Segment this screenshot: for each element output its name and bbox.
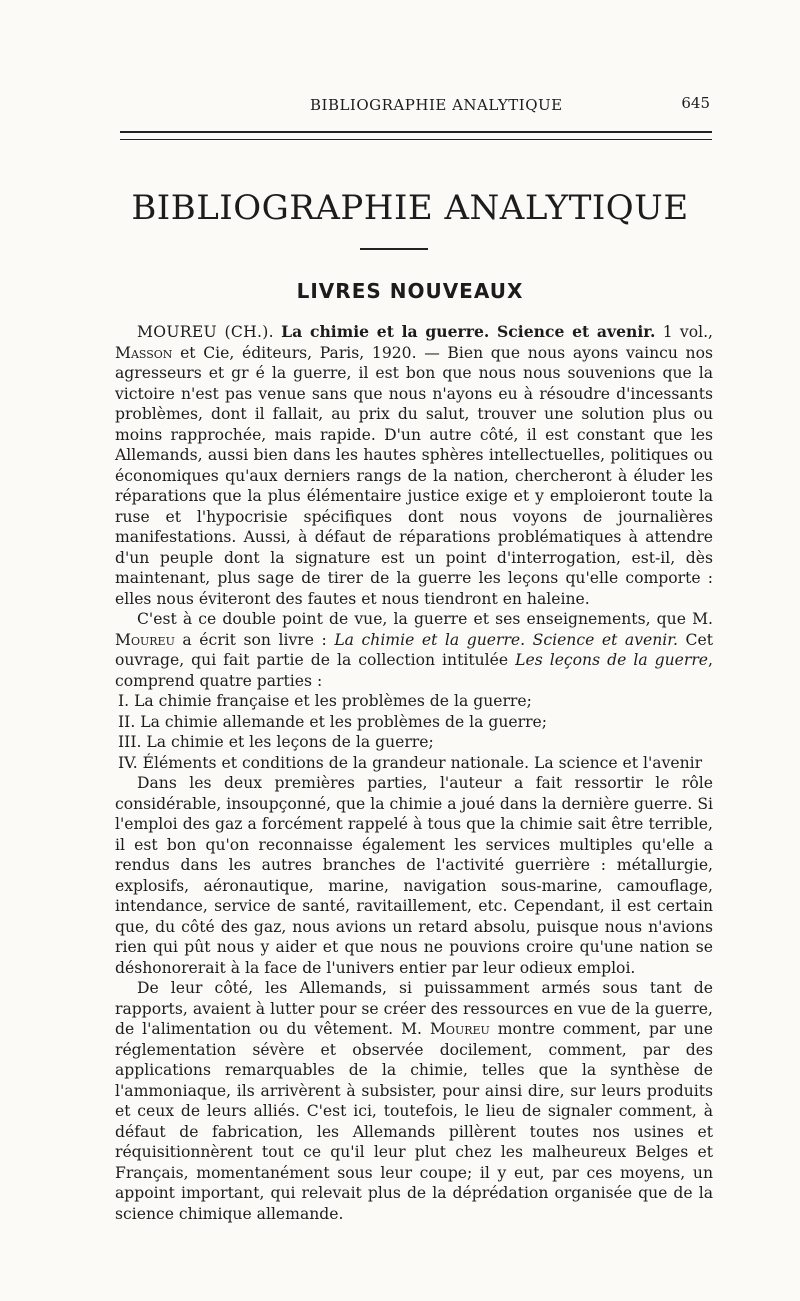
author-name: MOUREU (CH.).: [137, 323, 274, 341]
author-reference: Moureu: [115, 630, 175, 649]
list-item: II. La chimie allemande et les problèmes de la guerre;: [118, 712, 548, 731]
running-head: BIBLIOGRAPHIE ANALYTIQUE: [310, 96, 563, 114]
list-item: III. La chimie et les leçons de la guerre;: [118, 733, 434, 751]
review-body: [115, 322, 713, 1224]
paragraph-4-text: montre comment, par une réglementation sévère et observée docilement, comment, par des applications remarquables de la chimie, telles que la synthèse de l'ammoniaque, ils arrivèrent à subsister, pour ainsi dire, sur leurs produits et ceux de leurs alliés. C'est ici, toutefois, le lieu de signaler comment, à défaut de fabrication, les Allemands pillèrent toutes nos usines et réquisitionnèrent tout ce qu'il leur plut chez les malheureux Belges et Français, momentanément sous leur coupe; il y eut, par ces moyens, un appoint important, qui relevait plus de la déprédation organisée que de la science chimique allemande.: [115, 1020, 713, 1223]
author-reference: Moureu: [429, 1020, 490, 1038]
page-number: 645: [681, 94, 710, 112]
paragraph-2-text: Cet ouvrage, qui fait partie de la collection intitulée: [115, 630, 713, 669]
publisher-name: Masson: [115, 343, 173, 362]
paragraph-2-text: , comprend quatre parties :: [115, 651, 713, 690]
paragraph-2-text: C'est à ce double point de vue, la guerre et ses enseignements, que M.: [137, 610, 713, 628]
paragraph-2-text: a écrit son livre :: [174, 630, 335, 649]
list-item: I. La chimie française et les problèmes de la guerre;: [118, 692, 532, 710]
volume-info: 1 vol.,: [655, 323, 713, 341]
list-item: IV. Éléments et conditions de la grandeur nationale. La science et l'avenir: [118, 753, 703, 772]
review-paragraph-2: [115, 609, 713, 691]
paragraph-1-text: et Cie, éditeurs, Paris, 1920. — Bien que nous ayons vaincu nos agresseurs et gr é la guerre, il est bon que nous nous souvenions que la victoire n'est pas venue sans que nous n'ayons eu à résoudre d'incessants problèmes, dont il fallait, au prix du salut, trouver une solution plus ou moins rapprochée, mais rapide. D'un autre côté, il est constant que les Allemands, aussi bien dans les hautes sphères intellectuelles, politiques ou économiques qu'aux derniers rangs de la nation, chercheront à éluder les réparations que la plus élémentaire justice exige et y emploieront toute la ruse et l'hypocrisie spécifiques dont nous voyons de journalières manifestations. Aussi, à défaut de réparations problématiques à attendre d'un peuple dont la signature est un point d'interrogation, est-il, dès maintenant, plus sage de tirer de la guerre les leçons qu'elle comporte : elles nous éviteront des fautes et nous tiendront en haleine.: [115, 343, 713, 608]
review-paragraph-3: Dans les deux premières parties, l'auteur a fait ressortir le rôle considérable, insoupçonné, que la chimie a joué dans la dernière guerre. Si l'emploi des gaz a forcément rappelé à tous que la chimie sait être terrible, il est bon qu'on reconnaisse également les services multiples qu'elle a rendus dans les autres branches de l'activité guerrière : métallurgie, explosifs, aéronautique, marine, navigation sous-marine, camouflage, intendance, service de santé, ravitaillement, etc. Cependant, il est certain que, du côté des gaz, nous avions un retard absolu, puisque nous n'avions rien qui pût nous y aider et que nous ne pouvions croire qu'une nation se déshonorerait à la face de l'univers entier par leur odieux emploi.: [115, 774, 713, 977]
section-heading: LIVRES NOUVEAUX: [296, 279, 524, 303]
paragraph-4-text: De leur côté, les Allemands, si puissamment armés sous tant de rapports, avaient à lutter pour se créer des ressources en vue de la guerre, de l'alimentation ou du vêtement. M.: [115, 979, 713, 1038]
page-title: BIBLIOGRAPHIE ANALYTIQUE: [131, 188, 689, 228]
review-paragraph-4: [115, 978, 713, 1224]
book-title: La chimie et la guerre. Science et avenir.: [281, 322, 656, 341]
title-rule: [360, 248, 428, 250]
header-double-rule: [120, 131, 712, 140]
review-paragraph-1: [115, 322, 713, 609]
collection-title: Les leçons de la guerre: [515, 651, 709, 669]
book-title-italic: La chimie et la guerre. Science et avenir.: [334, 630, 678, 649]
